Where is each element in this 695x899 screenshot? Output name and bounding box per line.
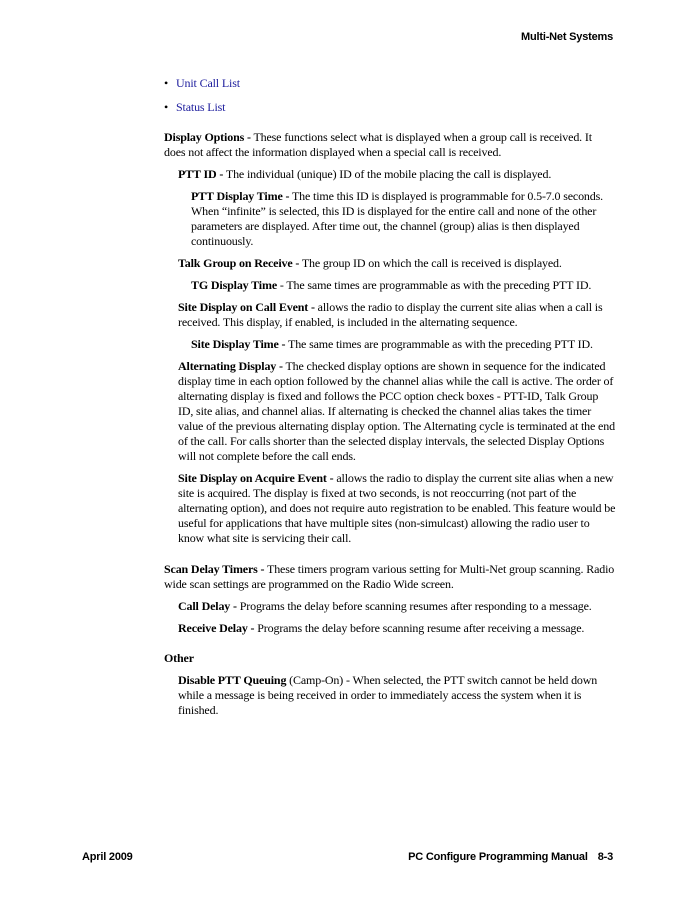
talk-group-paragraph: [178, 256, 616, 271]
site-display-acquire-text: allows the radio to display the current site alias when a new site is acquired. The display is fixed at two seconds, is not reoccurring (not part of the alternating option), and does not require auto registration to be enabled. This feature would be useful for applications that have multiple sites (non-simulcast) allowing the radio user to know what site is servicing their call.: [178, 471, 616, 545]
receive-delay-text: Programs the delay before scanning resume after receiving a message.: [257, 621, 585, 635]
talk-group-term: Talk Group on Receive -: [178, 256, 300, 270]
site-display-acquire-paragraph: [178, 471, 616, 546]
page-number: 8-3: [597, 851, 613, 863]
link-list: [164, 76, 616, 115]
footer-date: April 2009: [82, 851, 133, 863]
display-options-text: These functions select what is displayed when a group call is received. It does not affect the information displayed when a special call is received.: [164, 130, 592, 159]
site-display-call-paragraph: [178, 300, 616, 330]
disable-ptt-text: (Camp-On) - When selected, the PTT switch cannot be held down while a message is being received in order to immediately access the system when it is finished.: [178, 673, 598, 717]
footer-manual-title: PC Configure Programming Manual: [408, 851, 588, 863]
ptt-id-text: The individual (unique) ID of the mobile placing the call is displayed.: [225, 167, 552, 181]
ptt-display-time-paragraph: [191, 189, 616, 249]
disable-ptt-term: Disable PTT Queuing: [178, 673, 287, 687]
running-header: Multi-Net Systems: [521, 31, 613, 43]
page-body: [164, 76, 616, 718]
bullet-icon: •: [164, 100, 169, 114]
scan-delay-text: These timers program various setting for Multi-Net group scanning. Radio wide scan settings are programmed on the Radio Wide screen.: [164, 562, 615, 591]
call-delay-paragraph: [178, 599, 616, 614]
call-delay-text: Programs the delay before scanning resumes after responding to a message.: [239, 599, 592, 613]
list-item: [164, 100, 616, 115]
list-item: [164, 76, 616, 91]
tg-display-time-paragraph: [191, 278, 616, 293]
receive-delay-paragraph: [178, 621, 616, 636]
ptt-display-time-term: PTT Display Time -: [191, 189, 290, 203]
display-options-term: Display Options -: [164, 130, 251, 144]
call-delay-term: Call Delay -: [178, 599, 237, 613]
alternating-display-term: Alternating Display -: [178, 359, 283, 373]
other-heading: [164, 651, 616, 666]
ptt-id-term: PTT ID -: [178, 167, 224, 181]
talk-group-text: The group ID on which the call is received is displayed.: [301, 256, 562, 270]
scan-delay-paragraph: [164, 562, 616, 592]
site-display-acquire-term: Site Display on Acquire Event -: [178, 471, 334, 485]
receive-delay-term: Receive Delay -: [178, 621, 255, 635]
bullet-icon: •: [164, 76, 169, 90]
status-list-link[interactable]: Status List: [176, 100, 226, 114]
ptt-display-time-text: The time this ID is displayed is programmable for 0.5-7.0 seconds. When “infinite” is selected, this ID is displayed for the entire call and none of the other parameters are displayed. After time out, the channel (group) alias is then displayed continuously.: [191, 189, 604, 248]
unit-call-list-link[interactable]: Unit Call List: [176, 76, 240, 90]
site-display-time-text: The same times are programmable as with the preceding PTT ID.: [288, 337, 593, 351]
site-display-time-term: Site Display Time -: [191, 337, 286, 351]
site-display-time-paragraph: [191, 337, 616, 352]
tg-display-time-term: TG Display Time: [191, 278, 277, 292]
tg-display-time-text: - The same times are programmable as with the preceding PTT ID.: [279, 278, 592, 292]
alternating-display-paragraph: [178, 359, 616, 464]
footer-manual: [408, 851, 613, 863]
disable-ptt-paragraph: [178, 673, 616, 718]
other-heading-text: Other: [164, 651, 194, 665]
site-display-call-text: allows the radio to display the current site alias when a call is received. This display, if enabled, is included in the alternating sequence.: [178, 300, 603, 329]
scan-delay-term: Scan Delay Timers -: [164, 562, 265, 576]
ptt-id-paragraph: [178, 167, 616, 182]
alternating-display-text: The checked display options are shown in sequence for the indicated display time in each option followed by the channel alias while the call is active. The order of alternating display is fixed and follows the PCC option check boxes - PTT-ID, Talk Group ID, site alias, and channel alias. If alternating is checked the channel alias takes the timer value of the previous alternating display option. The Alternating cycle is terminated at the end of the call. For calls shorter than the selected display intervals, the selected Display Options will not complete before the call ends.: [178, 359, 615, 463]
display-options-paragraph: [164, 130, 616, 160]
site-display-call-term: Site Display on Call Event -: [178, 300, 315, 314]
